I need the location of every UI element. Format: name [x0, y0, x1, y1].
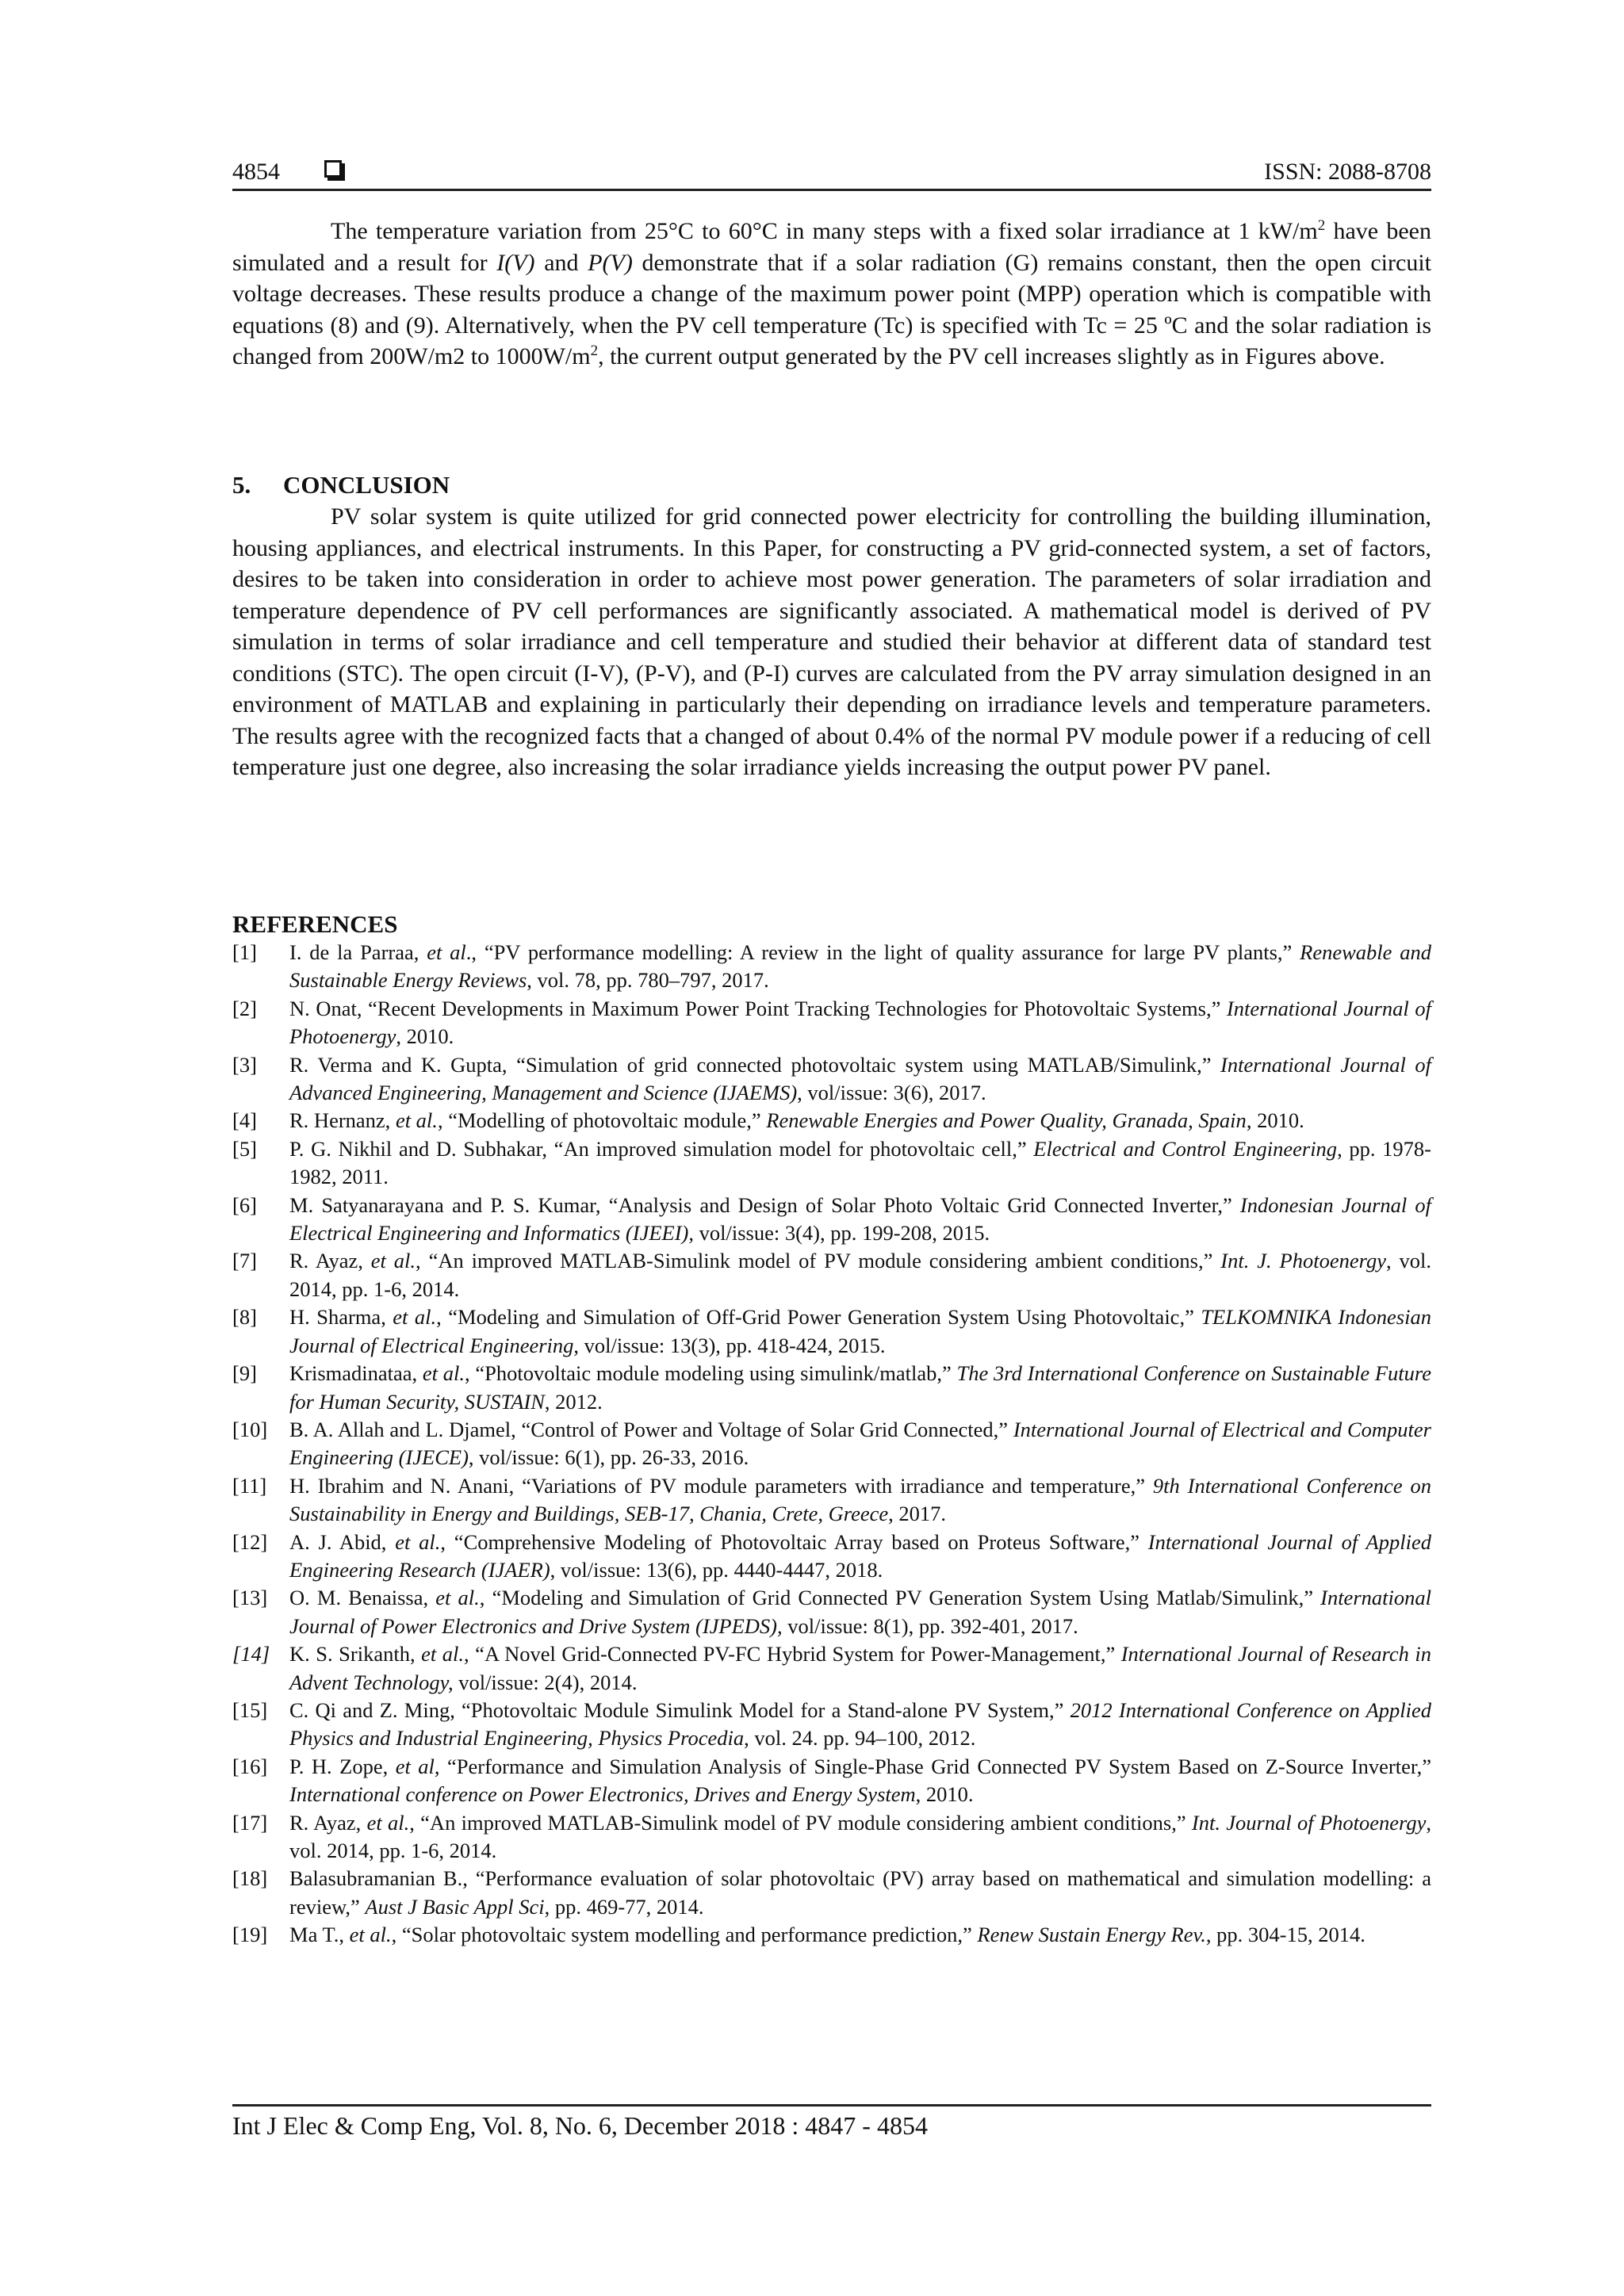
reference-item: [13] O. M. Benaissa, et al., “Modeling and Simulation of Grid Connected PV Generation System Using Matlab/Simulink,” International Journal of Power Electronics and Drive System (IJPEDS), vol/issue: 8(1), pp. 392-401, 2017.	[232, 1586, 1431, 1638]
reference-item: [8] H. Sharma, et al., “Modeling and Simulation of Off-Grid Power Generation System Using Photovoltaic,” TELKOMNIKA Indonesian Journal of Electrical Engineering, vol/issue: 13(3), pp. 418-424, 2015.	[232, 1305, 1431, 1357]
reference-item: [7] R. Ayaz, et al., “An improved MATLAB-Simulink model of PV module considering ambient conditions,” Int. J. Photoenergy, vol. 2014, pp. 1-6, 2014.	[232, 1249, 1432, 1301]
reference-item: [18] Balasubramanian B., “Performance evaluation of solar photovoltaic (PV) array based on mathematical and simulation modelling: a review,” Aust J Basic Appl Sci, pp. 469-77, 2014.	[232, 1866, 1431, 1919]
reference-item: [11] H. Ibrahim and N. Anani, “Variations of PV module parameters with irradiance and temperature,” 9th International Conference on Sustainability in Energy and Buildings, SEB-17, Chania, Crete, Greece, 2017.	[232, 1473, 1431, 1526]
conclusion-paragraph: PV solar system is quite utilized for grid connected power electricity for controlling the building illumination, housing appliances, and electrical instruments. In this Paper, for constructing a PV grid-connected system, a set of factors, desires to be taken into consideration in order to achieve most power generation. The parameters of solar irradiation and temperature dependence of PV cell performances are significantly associated. A mathematical model is derived of PV simulation in terms of solar irradiance and cell temperature and studied their behavior at different data of standard test conditions (STC). The open circuit (I-V), (P-V), and (P-I) curves are calculated from the PV array simulation designed in an environment of MATLAB and explaining in particularly their depending on irradiance levels and temperature parameters. The results agree with the recognized facts that a changed of about 0.4% of the normal PV module power if a reducing of cell temperature just one degree, also increasing the solar irradiance yields increasing the output power PV panel.	[232, 503, 1431, 780]
reference-item: [9] Krismadinataa, et al., “Photovoltaic module modeling using simulink/matlab,” The 3rd International Conference on Sustainable Future for Human Security, SUSTAIN, 2012.	[232, 1361, 1431, 1414]
reference-item: [16] P. H. Zope, et al, “Performance and Simulation Analysis of Single-Phase Grid Connected PV System Based on Z-Source Inverter,” International conference on Power Electronics, Drives and Energy System, 2010.	[232, 1754, 1431, 1807]
reference-item: [19] Ma T., et al., “Solar photovoltaic system modelling and performance prediction,” Renew Sustain Energy Rev., pp. 304-15, 2014.	[232, 1923, 1365, 1947]
page-number: 4854	[232, 159, 280, 185]
reference-item: [4] R. Hernanz, et al., “Modelling of photovoltaic module,” Renewable Energies and Power Quality, Granada, Spain, 2010.	[232, 1108, 1304, 1133]
journal-citation: Int J Elec & Comp Eng, Vol. 8, No. 6, December 2018 : 4847 - 4854	[232, 2111, 928, 2140]
references-heading: REFERENCES	[232, 910, 398, 938]
conclusion-paragraph-block	[232, 501, 1431, 783]
page-footer	[232, 2104, 1431, 2141]
reference-item: [2] N. Onat, “Recent Developments in Maximum Power Point Tracking Technologies for Photovoltaic Systems,” International Journal of Photoenergy, 2010.	[232, 996, 1431, 1049]
references-list	[232, 939, 1431, 1950]
reference-item: [14] K. S. Srikanth, et al., “A Novel Grid-Connected PV-FC Hybrid System for Power-Management,” International Journal of Research in Advent Technology, vol/issue: 2(4), 2014.	[232, 1642, 1431, 1694]
reference-item: [3] R. Verma and K. Gupta, “Simulation of grid connected photovoltaic system using MATLAB/Simulink,” International Journal of Advanced Engineering, Management and Science (IJAEMS), vol/issue: 3(6), 2017.	[232, 1052, 1431, 1105]
reference-item: [15] C. Qi and Z. Ming, “Photovoltaic Module Simulink Model for a Stand-alone PV System,” 2012 International Conference on Applied Physics and Industrial Engineering, Physics Procedia, vol. 24. pp. 94–100, 2012.	[232, 1697, 1431, 1751]
reference-item: [6] M. Satyanarayana and P. S. Kumar, “Analysis and Design of Solar Photo Voltaic Grid Connected Inverter,” Indonesian Journal of Electrical Engineering and Informatics (IJEEI), vol/issue: 3(4), pp. 199-208, 2015.	[232, 1192, 1431, 1246]
results-paragraph: The temperature variation from 25°C to 60°C in many steps with a fixed solar irradiance at 1 $kW/m^2$ have been simulated and a result for I(V) and P(V) demonstrate that if a solar radiation (G) remains constant, then the open circuit voltage decreases. These results produce a change of the maximum power point (MPP) operation which is compatible with equations (8) and (9). Alternatively, when the PV cell temperature (Tc) is specified with Tc = 25 ºC and the solar radiation is changed from 200W/m2 to $1000W/m^2$, the current output generated by the PV cell increases slightly as in Figures above.	[232, 217, 1431, 369]
results-paragraph-block	[232, 216, 1431, 373]
conclusion-heading	[232, 469, 1431, 501]
section-number: 5.	[232, 471, 251, 499]
page-header	[232, 149, 1431, 191]
reference-item: [10] B. A. Allah and L. Djamel, “Control of Power and Voltage of Solar Grid Connected,” International Journal of Electrical and Computer Engineering (IJECE), vol/issue: 6(1), pp. 26-33, 2016.	[232, 1417, 1431, 1470]
issn: ISSN: 2088-8708	[1264, 159, 1431, 185]
reference-item: [1] I. de la Parraa, et al., “PV performance modelling: A review in the light of quality assurance for large PV plants,” Renewable and Sustainable Energy Reviews, vol. 78, pp. 780–797, 2017.	[232, 940, 1431, 993]
reference-item: [12] A. J. Abid, et al., “Comprehensive Modeling of Photovoltaic Array based on Proteus Software,” International Journal of Applied Engineering Research (IJAER), vol/issue: 13(6), pp. 4440-4447, 2018.	[232, 1529, 1431, 1582]
square-box-icon	[324, 160, 342, 178]
reference-item: [5] P. G. Nikhil and D. Subhakar, “An improved simulation model for photovoltaic cell,” Electrical and Control Engineering, pp. 1978-1982, 2011.	[232, 1136, 1432, 1189]
section-title: CONCLUSION	[283, 471, 450, 499]
reference-item: [17] R. Ayaz, et al., “An improved MATLAB-Simulink model of PV module considering ambient conditions,” Int. Journal of Photoenergy, vol. 2014, pp. 1-6, 2014.	[232, 1810, 1431, 1862]
